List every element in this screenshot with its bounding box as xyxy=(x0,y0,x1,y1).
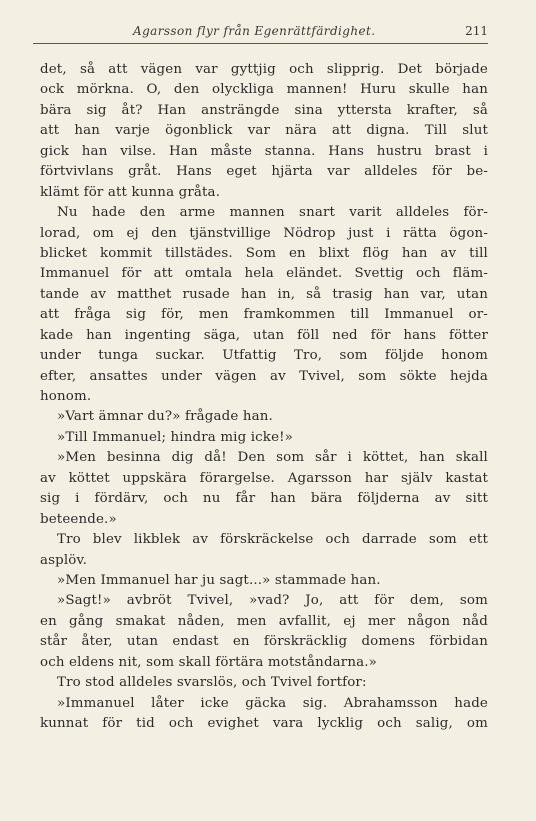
text-line: Nu hade den arme mannen snart varit alldeles för- xyxy=(57,205,488,221)
text-line: kade han ingenting säga, utan föll ned för hans fötter xyxy=(40,327,488,343)
text-line: Immanuel för att omtala hela eländet. Svettig och fläm- xyxy=(40,266,488,282)
text-line: att fråga sig för, men framkommen till Immanuel or- xyxy=(40,307,488,323)
text-line: under tunga suckar. Utfattig Tro, som följde honom xyxy=(40,348,488,364)
text-line: beteende.» xyxy=(40,511,117,527)
running-title: Agarsson flyr från Egenrättfärdighet. xyxy=(133,24,376,38)
text-line: bära sig åt? Han ansträngde sina yttersta krafter, så xyxy=(40,102,488,118)
text-line: Tro blev likblek av förskräckelse och darrade som ett xyxy=(57,532,488,548)
text-line: asplöv. xyxy=(40,552,88,568)
text-line: förtvivlans gråt. Hans eget hjärta var alldeles för be- xyxy=(40,164,488,180)
text-line: blicket kommit tillstädes. Som en blixt flög han av till xyxy=(40,245,488,261)
text-line: ock mörkna. O, den olyckliga mannen! Huru skulle han xyxy=(40,82,488,98)
text-line: en gång smakat nåden, men avfallit, ej mer någon nåd xyxy=(40,613,488,629)
text-line: »Men Immanuel har ju sagt...» stammade han. xyxy=(57,572,381,588)
text-line: kunnat för tid och evighet vara lycklig och salig, om xyxy=(40,716,488,731)
text-line: gick han vilse. Han måste stanna. Hans hustru brast i xyxy=(40,143,488,159)
text-line: tande av matthet rusade han in, så trasig han var, utan xyxy=(40,286,488,302)
text-line: att han varje ögonblick var nära att digna. Till slut xyxy=(40,123,488,139)
running-head xyxy=(33,22,488,40)
text-line: »Immanuel låter icke gäcka sig. Abrahamsson hade xyxy=(57,695,488,711)
text-line: det, så att vägen var gyttjig och slipprig. Det började xyxy=(40,62,488,77)
text-line: »Till Immanuel; hindra mig icke!» xyxy=(57,429,294,445)
text-line: av köttet uppskära förargelse. Agarsson har själv kastat xyxy=(40,470,488,486)
page-number: 211 xyxy=(465,24,488,38)
text-line: »Sagt!» avbröt Tvivel, »vad? Jo, att för dem, som xyxy=(57,593,488,609)
text-line: och eldens nit, som skall förtära motståndarna.» xyxy=(40,654,378,670)
text-line: honom. xyxy=(40,389,92,404)
text-line: sig i fördärv, och nu får han bära följderna av sitt xyxy=(40,491,488,507)
text-line: lorad, om ej den tjänstvillige Nödrop just i rätta ögon- xyxy=(40,225,488,241)
text-line: klämt för att kunna gråta. xyxy=(40,184,221,200)
text-line: »Men besinna dig då! Den som sår i köttet, han skall xyxy=(57,450,488,466)
header-rule xyxy=(33,43,488,44)
text-line: »Vart ämnar du?» frågade han. xyxy=(57,409,273,425)
text-line: Tro stod alldeles svarslös, och Tvivel fortfor: xyxy=(57,675,367,691)
text-line: står åter, utan endast en förskräcklig domens förbidan xyxy=(40,634,488,650)
text-line: efter, ansattes under vägen av Tvivel, som sökte hejda xyxy=(40,368,488,384)
body-text xyxy=(40,60,488,734)
